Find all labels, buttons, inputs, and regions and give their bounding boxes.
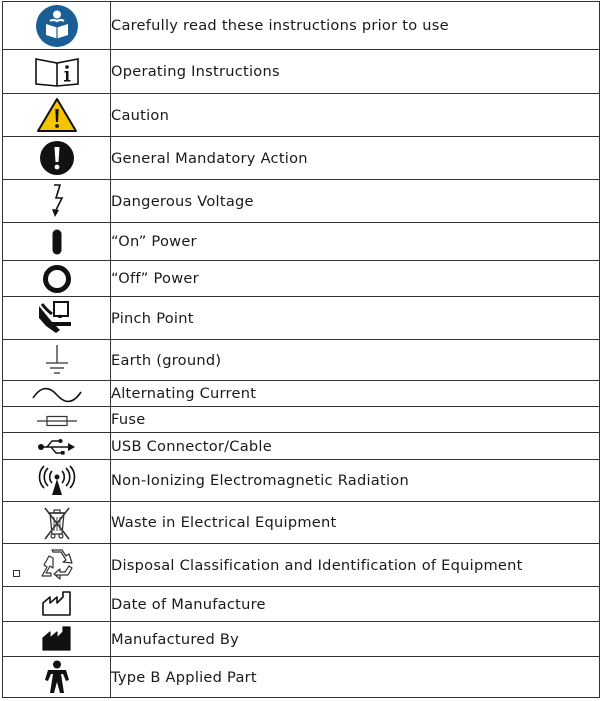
symbol-label: Pinch Point <box>111 297 600 340</box>
symbol-label: Date of Manufacture <box>111 587 600 622</box>
icon-cell <box>3 50 111 94</box>
weee-crossed-bin-icon <box>42 505 72 541</box>
symbol-label: Earth (ground) <box>111 340 600 381</box>
usb-icon <box>37 439 77 455</box>
icon-cell <box>3 381 111 407</box>
recycle-icon <box>39 548 75 582</box>
symbol-label: Manufactured By <box>111 622 600 657</box>
table-row <box>3 657 600 698</box>
symbol-label: Carefully read these instructions prior to use <box>111 2 600 50</box>
icon-cell <box>3 94 111 137</box>
mandatory-action-icon <box>39 140 75 176</box>
table-row <box>3 297 600 340</box>
manufacturer-icon <box>41 626 73 652</box>
earth-ground-icon <box>44 344 70 376</box>
dangerous-voltage-icon <box>50 184 64 218</box>
type-b-applied-part-icon <box>43 660 71 694</box>
symbol-label: “Off” Power <box>111 261 600 297</box>
table-row <box>3 50 600 94</box>
symbol-label: Caution <box>111 94 600 137</box>
table-row <box>3 340 600 381</box>
table-row <box>3 223 600 261</box>
icon-cell <box>3 180 111 223</box>
read-instructions-icon <box>35 4 79 48</box>
table-row <box>3 622 600 657</box>
table-row <box>3 94 600 137</box>
table-row <box>3 460 600 502</box>
symbol-label: Disposal Classification and Identification of Equipment <box>111 544 600 587</box>
caution-icon <box>36 97 78 133</box>
table-row <box>3 433 600 460</box>
operating-instructions-icon <box>33 57 81 87</box>
icon-cell <box>3 223 111 261</box>
symbol-label: USB Connector/Cable <box>111 433 600 460</box>
date-of-manufacture-icon <box>41 591 73 617</box>
icon-cell <box>3 297 111 340</box>
symbol-label: Waste in Electrical Equipment <box>111 502 600 544</box>
icon-cell <box>3 657 111 698</box>
table-row <box>3 544 600 587</box>
pinch-point-icon <box>36 300 78 336</box>
table-row <box>3 587 600 622</box>
icon-cell <box>3 340 111 381</box>
symbol-label: Type B Applied Part <box>111 657 600 698</box>
table-row <box>3 2 600 50</box>
non-ionizing-radiation-icon <box>38 465 76 497</box>
fuse-icon <box>36 415 78 427</box>
table-row <box>3 381 600 407</box>
icon-cell <box>3 544 111 587</box>
icon-cell <box>3 407 111 433</box>
symbols-table <box>2 1 600 698</box>
icon-cell <box>3 2 111 50</box>
icon-cell <box>3 460 111 502</box>
symbol-label: Alternating Current <box>111 381 600 407</box>
stray-checkbox-mark <box>13 570 20 577</box>
icon-cell <box>3 502 111 544</box>
alternating-current-icon <box>31 387 83 403</box>
table-row <box>3 137 600 180</box>
symbol-label: Dangerous Voltage <box>111 180 600 223</box>
icon-cell <box>3 433 111 460</box>
table-row <box>3 180 600 223</box>
table-row <box>3 502 600 544</box>
icon-cell <box>3 137 111 180</box>
symbol-label: General Mandatory Action <box>111 137 600 180</box>
icon-cell <box>3 587 111 622</box>
symbol-label: Non-Ionizing Electromagnetic Radiation <box>111 460 600 502</box>
table-row <box>3 407 600 433</box>
icon-cell <box>3 261 111 297</box>
icon-cell <box>3 622 111 657</box>
symbol-label: Fuse <box>111 407 600 433</box>
power-on-icon <box>52 229 62 255</box>
power-off-icon <box>42 264 72 294</box>
table-row <box>3 261 600 297</box>
symbol-label: “On” Power <box>111 223 600 261</box>
symbol-label: Operating Instructions <box>111 50 600 94</box>
